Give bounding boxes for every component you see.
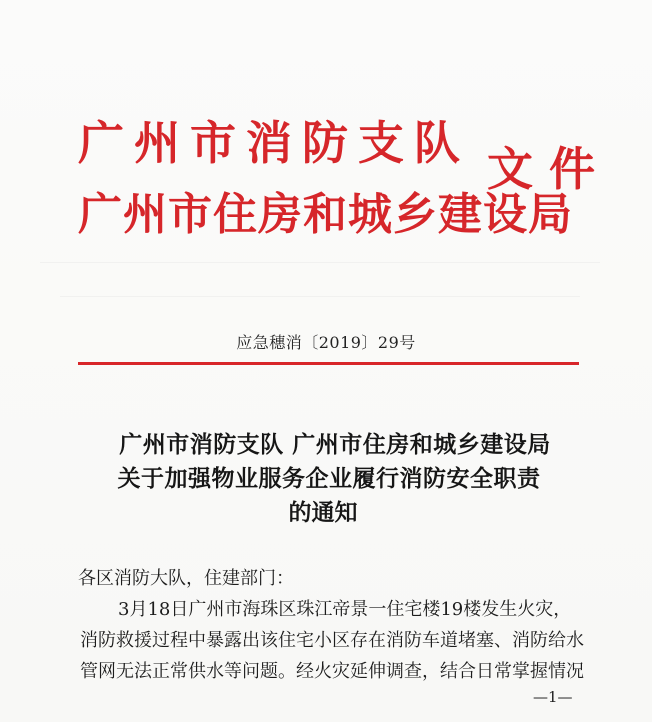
title-line-2: 关于加强物业服务企业履行消防安全职责 — [117, 465, 541, 492]
page-number: —1— — [533, 688, 573, 706]
scan-artifact — [60, 296, 580, 297]
red-divider-rule — [78, 362, 579, 365]
body-paragraph-line-3: 管网无法正常供水等问题。经火灾延伸调查，结合日常掌握情况 — [80, 661, 584, 682]
document-type-label: 文件 — [487, 142, 611, 196]
document-number: 应急穗消〔2019〕29号 — [236, 333, 416, 352]
scan-artifact — [40, 262, 600, 263]
body-paragraph-line-2: 消防救援过程中暴露出该住宅小区存在消防车道堵塞、消防给水 — [80, 630, 584, 651]
title-line-1: 广州市消防支队 广州市住房和城乡建设局 — [119, 431, 551, 458]
body-paragraph-line-1: 3月18日广州市海珠区珠江帝景一住宅楼19楼发生火灾， — [118, 599, 572, 620]
salutation: 各区消防大队，住建部门： — [78, 568, 294, 589]
issuing-org-fire-brigade: 广州市消防支队 — [78, 116, 470, 170]
issuing-org-housing-bureau: 广州市住房和城乡建设局 — [78, 189, 573, 240]
notice-title — [0, 428, 652, 530]
title-line-3: 的通知 — [288, 499, 358, 526]
